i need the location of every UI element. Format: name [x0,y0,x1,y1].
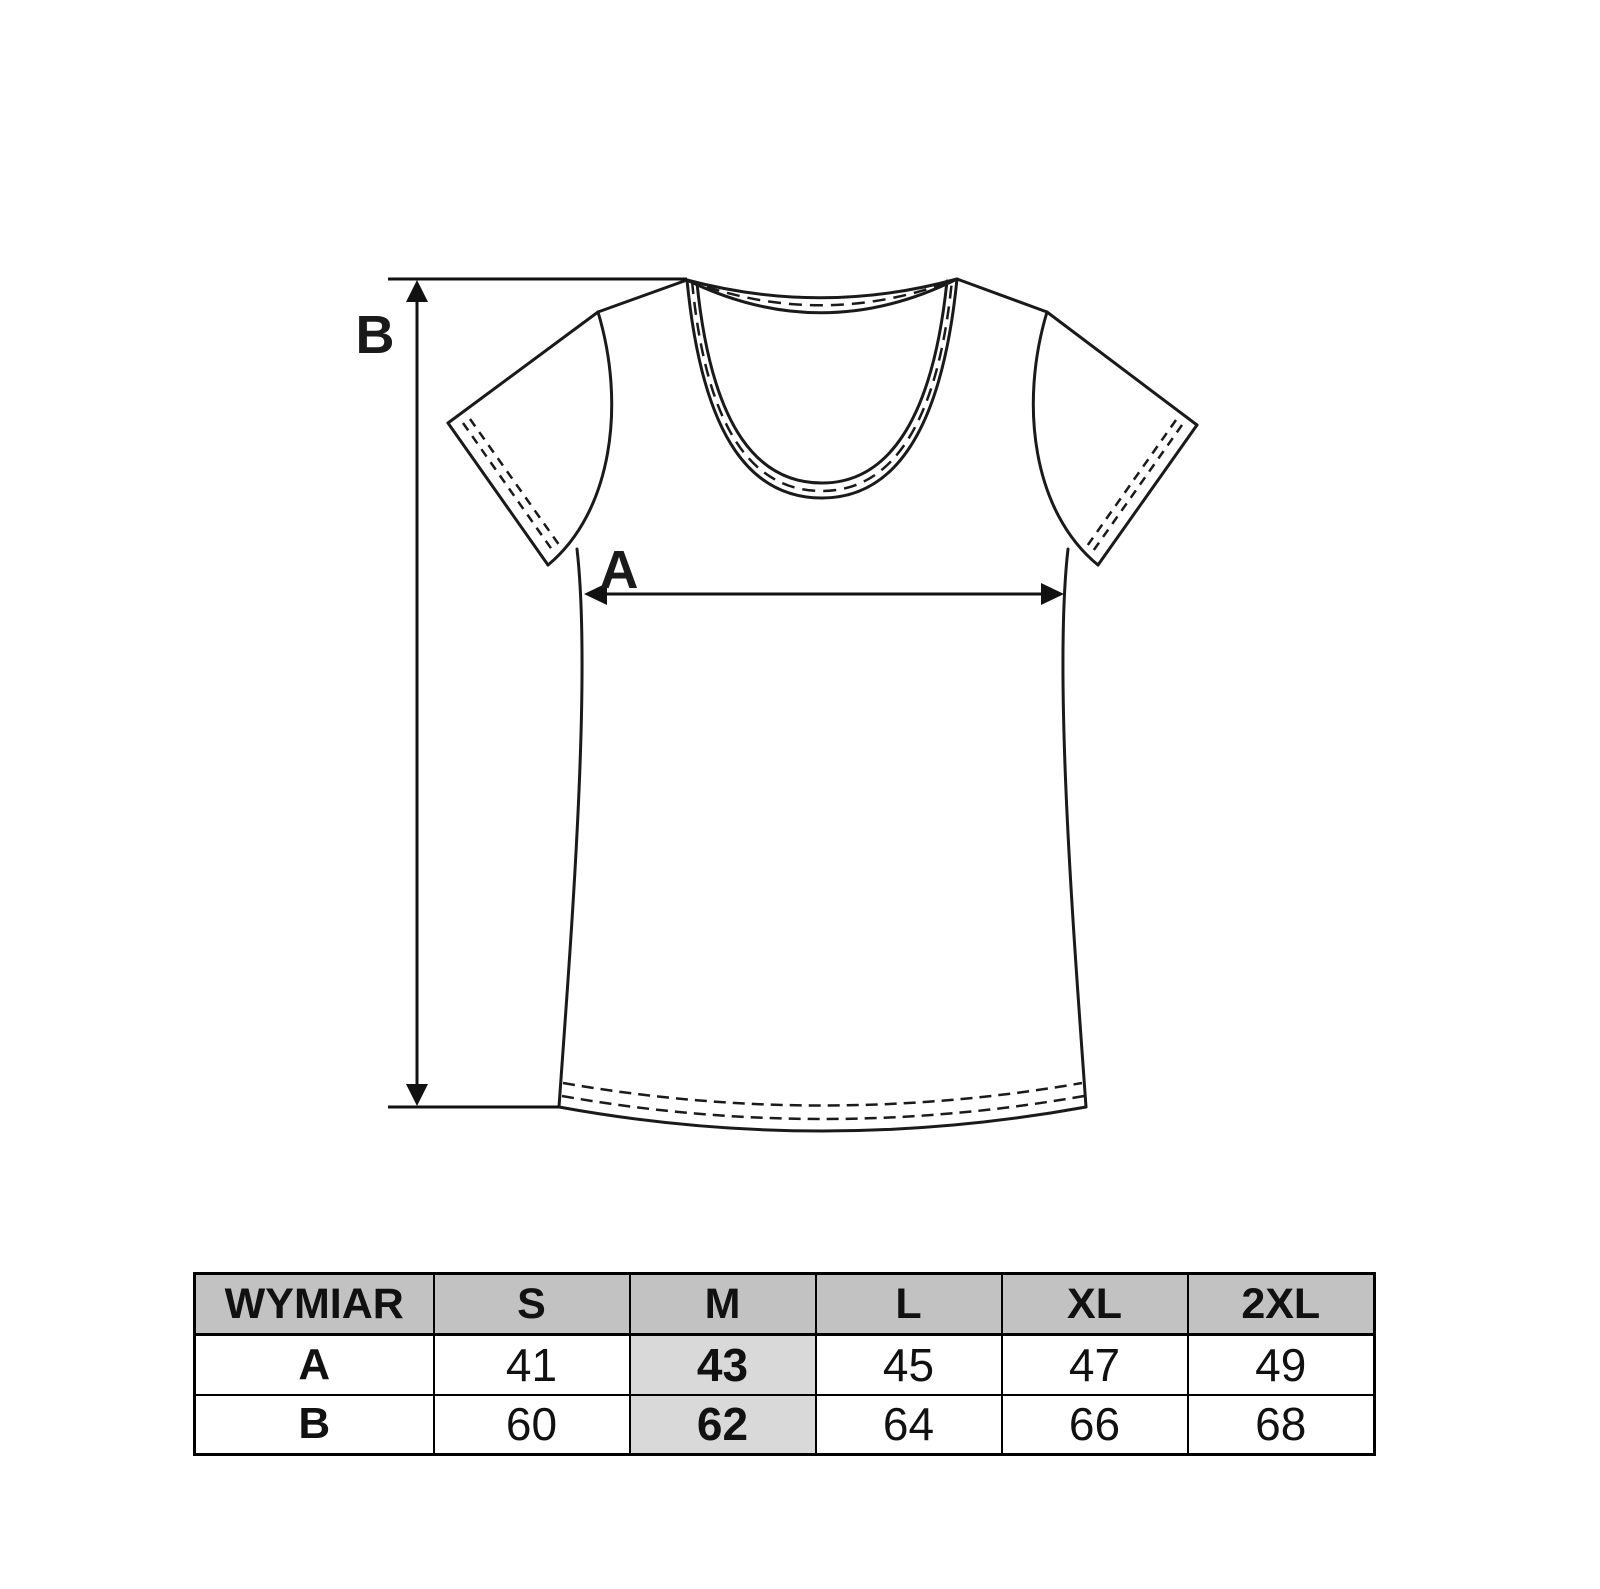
cell-b-m-highlighted: 62 [630,1395,816,1455]
header-wymiar: WYMIAR [195,1274,434,1335]
side-seam-left [559,549,582,1107]
tshirt-outline [448,279,1197,1131]
cell-a-l: 45 [816,1335,1002,1395]
cell-b-xl: 66 [1002,1395,1188,1455]
header-size-l: L [816,1274,1002,1335]
cell-b-l: 64 [816,1395,1002,1455]
header-size-xl: XL [1002,1274,1188,1335]
table-row-a [195,1335,1375,1395]
header-size-s: S [434,1274,630,1335]
table-header-row [195,1274,1375,1335]
arrowhead-b-top [406,280,428,302]
armhole-left [548,312,612,565]
sleeve-stitch-left-1 [463,423,555,554]
header-size-2xl: 2XL [1188,1274,1375,1335]
back-neck-lower [687,279,957,313]
sleeve-hem-right [1098,425,1197,565]
shoulder-seam-left [598,280,687,312]
header-size-m: M [630,1274,816,1335]
size-table [193,1272,1376,1456]
back-neck-stitch [687,279,957,305]
cell-b-2xl: 68 [1188,1395,1375,1455]
cell-a-s: 41 [434,1335,630,1395]
arrowhead-b-bottom [406,1084,428,1106]
stitching-lines [463,279,1182,1119]
measure-arrow-a [584,583,1064,605]
arrowhead-a-right [1041,583,1064,605]
table-row-b [195,1395,1375,1455]
sleeve-stitch-right-2 [1085,420,1176,549]
cell-a-m-highlighted: 43 [630,1335,816,1395]
bottom-hem [559,1107,1086,1131]
armhole-right [1033,312,1098,565]
measure-arrow-b [388,279,687,1107]
hem-stitch-1 [563,1083,1082,1106]
side-seam-right [1063,549,1086,1107]
measure-label-a: A [599,540,639,600]
sleeve-outer-right [1047,312,1197,425]
row-label-a: A [195,1335,434,1395]
row-label-b: B [195,1395,434,1455]
cell-a-xl: 47 [1002,1335,1188,1395]
sleeve-hem-left [448,423,548,565]
shoulder-seam-right [957,279,1047,312]
cell-b-s: 60 [434,1395,630,1455]
sleeve-stitch-right-1 [1091,425,1182,554]
hem-stitch-2 [562,1096,1084,1119]
sleeve-outer-left [448,312,598,423]
measure-label-b: B [355,305,395,365]
sleeve-stitch-left-2 [470,419,562,549]
cell-a-2xl: 49 [1188,1335,1375,1395]
